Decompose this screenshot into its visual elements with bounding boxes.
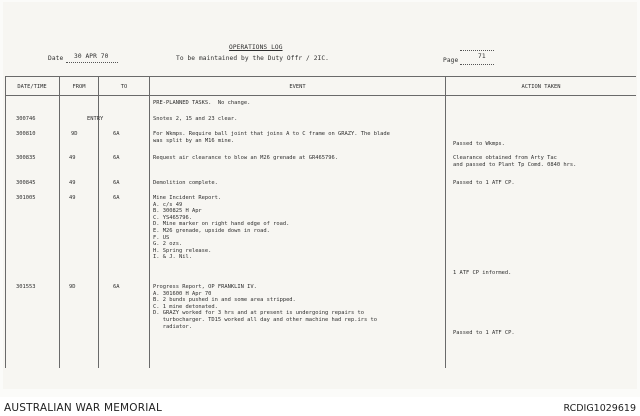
column-divider-1	[59, 76, 60, 368]
column-header-action-taken: ACTION TAKEN	[521, 84, 561, 90]
entry-time: 300746	[16, 116, 36, 122]
table-top-rule	[5, 76, 636, 77]
event-text: Progress Report, OP FRANKLIN IV. A. 301600 H Apr 70 B. 2 bunds pushed in and some area stripped. C. 1 mine detonated. D. GRAZY worked for 3 hrs and at present is undergoing repairs to turbocharger. TD15 worked all day and other machine had rep.irs to radiator.	[153, 284, 377, 330]
maintained-by-note: To be maintained by the Duty Offr / 2IC.	[176, 55, 330, 62]
action-text: Clearance obtained from Arty Tac and passed to Plant Tp Comd. 0840 hrs.	[453, 155, 577, 168]
page-label: Page	[443, 57, 459, 64]
action-text: Passed to Wkmps.	[453, 140, 505, 147]
entry-from: 49	[69, 155, 76, 161]
event-text: PRE-PLANNED TASKS. No change.	[153, 100, 251, 106]
archive-credit: AUSTRALIAN WAR MEMORIAL	[4, 402, 162, 414]
entry-to: 6A	[113, 284, 120, 290]
action-text: Passed to 1 ATF CP.	[453, 329, 515, 336]
entry-from: 49	[69, 180, 76, 186]
record-id: RCDIG1029619	[563, 403, 636, 414]
header-bottom-rule	[5, 95, 636, 96]
event-text: Snotes 2, 15 and 23 clear.	[153, 116, 238, 122]
entry-from: 49	[69, 195, 76, 201]
page-underline	[460, 64, 494, 65]
column-header-date-time: DATE/TIME	[17, 84, 47, 90]
entry-from: 9D	[69, 284, 76, 290]
entry-to: 6A	[113, 131, 120, 137]
entry-time: 301553	[16, 284, 36, 290]
event-text: Request air clearance to blow an M26 grenade at GR465796.	[153, 155, 338, 161]
entry-time: 300845	[16, 180, 36, 186]
entry-from: 9D	[71, 131, 78, 137]
entry-time: 300810	[16, 131, 36, 137]
column-divider-4	[445, 76, 446, 368]
page-number-dots	[460, 50, 494, 51]
event-text: Demolition complete.	[153, 180, 218, 186]
column-header-to: TO	[120, 84, 128, 90]
date-label: Date	[48, 55, 64, 62]
entry-time: 301005	[16, 195, 36, 201]
entry-to: 6A	[113, 155, 120, 161]
date-underline	[66, 62, 118, 63]
table-left-border	[5, 76, 6, 368]
entry-from: ENTRY	[87, 116, 104, 122]
action-text: Passed to 1 ATF CP.	[453, 180, 515, 186]
page-value: 71	[478, 53, 486, 60]
action-text: 1 ATF CP informed.	[453, 270, 512, 277]
column-header-from: FROM	[72, 84, 86, 90]
entry-time: 300835	[16, 155, 36, 161]
column-header-event: EVENT	[289, 84, 306, 90]
event-text: For Wkmps. Require ball joint that joins A to C frame on GRAZY. The blade was split by an M16 mine.	[153, 131, 390, 144]
entry-to: 6A	[113, 195, 120, 201]
entry-to: 6A	[113, 180, 120, 186]
column-divider-3	[149, 76, 150, 368]
log-title: OPERATIONS LOG	[229, 44, 283, 51]
date-value: 30 APR 70	[74, 53, 109, 60]
event-text: Mine Incident Report. A. c/s 49 B. 300825 H Apr C. YS465796. D. Mine marker on right hand edge of road. E. M26 grenade, upside down in road. F. US G. 2 ozs. H. Spring release. I. & J. Nil.	[153, 195, 290, 261]
